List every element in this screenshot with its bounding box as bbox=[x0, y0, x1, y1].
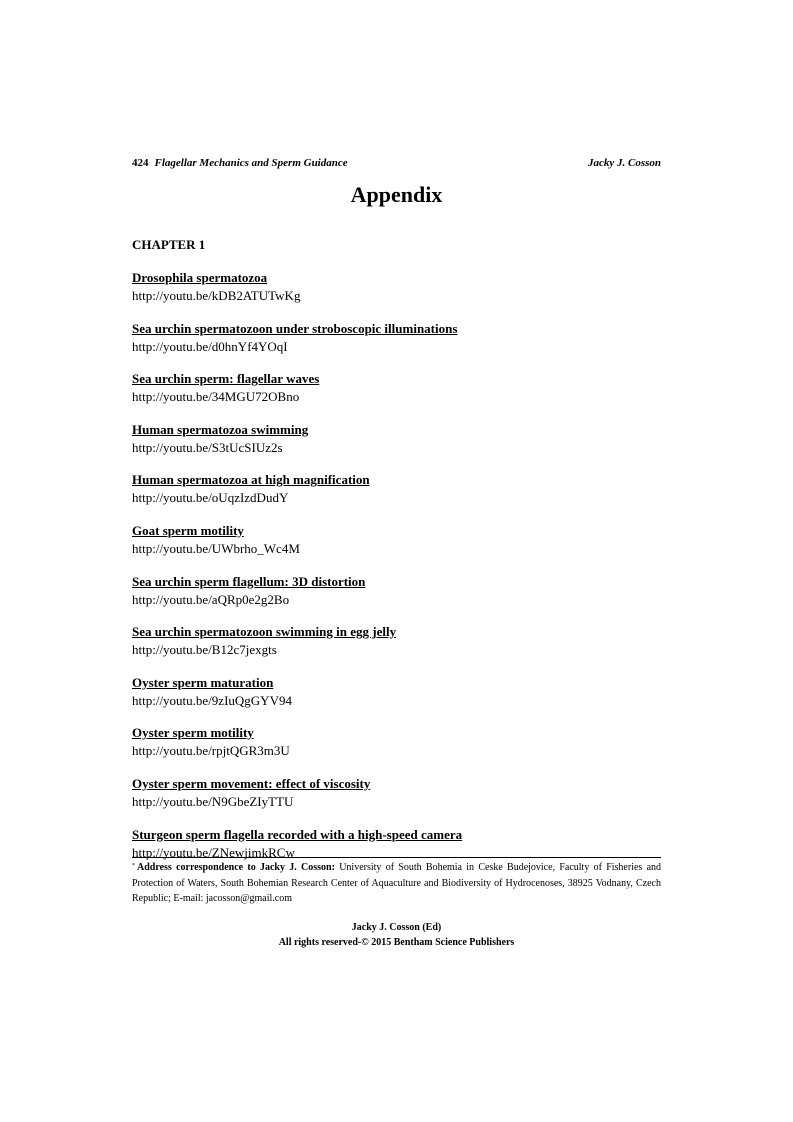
video-title: Human spermatozoa swimming bbox=[132, 421, 309, 437]
video-link[interactable]: http://youtu.be/34MGU72OBno bbox=[132, 389, 300, 405]
chapter-heading: CHAPTER 1 bbox=[132, 237, 206, 252]
footnote bbox=[132, 860, 661, 907]
footnote-divider bbox=[132, 857, 661, 858]
video-item-8 bbox=[132, 623, 661, 674]
video-title: Drosophila spermatozoa bbox=[132, 270, 268, 285]
imprint-rights: All rights reserved-© 2015 Bentham Science Publishers bbox=[278, 937, 515, 948]
imprint bbox=[132, 920, 661, 950]
page-title: Appendix bbox=[350, 182, 443, 207]
header-author: Jacky J. Cosson bbox=[587, 157, 661, 169]
header-left bbox=[132, 156, 348, 170]
video-link[interactable]: http://youtu.be/oUqzIzdDudY bbox=[132, 490, 289, 506]
footnote-marker: * bbox=[132, 863, 135, 869]
video-link[interactable]: http://youtu.be/rpjtQGR3m3U bbox=[132, 743, 290, 759]
page-number: 424 bbox=[132, 157, 149, 169]
video-item-4 bbox=[132, 421, 661, 472]
video-link[interactable]: http://youtu.be/9zIuQgGYV94 bbox=[132, 692, 292, 708]
video-title: Sea urchin sperm: flagellar waves bbox=[132, 371, 320, 387]
video-item-1 bbox=[132, 269, 661, 320]
running-header bbox=[132, 156, 661, 170]
video-item-5 bbox=[132, 471, 661, 522]
video-link[interactable]: http://youtu.be/UWbrho_Wc4M bbox=[132, 540, 300, 556]
video-title: Goat sperm motility bbox=[132, 522, 244, 538]
video-title: Sea urchin spermatozoon swimming in egg jelly bbox=[132, 624, 397, 640]
video-item-9 bbox=[132, 674, 661, 725]
video-title: Human spermatozoa at high magnification bbox=[132, 472, 370, 488]
video-item-10 bbox=[132, 724, 661, 775]
video-link[interactable]: http://youtu.be/B12c7jexgts bbox=[132, 642, 277, 658]
video-item-7 bbox=[132, 573, 661, 624]
video-item-3 bbox=[132, 370, 661, 421]
video-item-2 bbox=[132, 320, 661, 371]
imprint-editor: Jacky J. Cosson (Ed) bbox=[351, 922, 442, 933]
video-title: Sea urchin spermatozoon under stroboscopic illuminations bbox=[132, 320, 458, 336]
video-link[interactable]: http://youtu.be/N9GbeZIyTTU bbox=[132, 793, 294, 809]
video-item-11 bbox=[132, 775, 661, 826]
video-title: Sturgeon sperm flagella recorded with a high-speed camera bbox=[132, 826, 463, 842]
footnote-label: Address correspondence to Jacky J. Cosson: bbox=[137, 862, 335, 873]
video-link[interactable]: http://youtu.be/ZNewjimkRCw bbox=[132, 844, 295, 860]
video-title: Oyster sperm movement: effect of viscosity bbox=[132, 775, 371, 791]
video-link[interactable]: http://youtu.be/S3tUcSIUz2s bbox=[132, 439, 283, 455]
book-title: Flagellar Mechanics and Sperm Guidance bbox=[154, 157, 348, 169]
video-list bbox=[132, 269, 661, 876]
video-title: Oyster sperm maturation bbox=[132, 674, 274, 690]
video-item-6 bbox=[132, 522, 661, 573]
video-link[interactable]: http://youtu.be/d0hnYf4YOqI bbox=[132, 338, 288, 354]
video-link[interactable]: http://youtu.be/aQRp0e2g2Bo bbox=[132, 591, 290, 607]
video-title: Oyster sperm motility bbox=[132, 725, 254, 741]
video-title: Sea urchin sperm flagellum: 3D distortion bbox=[132, 573, 366, 589]
video-link[interactable]: http://youtu.be/kDB2ATUTwKg bbox=[132, 288, 301, 303]
footnote-text: University of South Bohemia in Ceske Budejovice, Faculty of Fisheries and Protection of Waters, South Bohemian Research Center of Aquaculture and Biodiversity of Hydrocenoses, 38925 Vodnany, Czech Republic; E-mail: jacosson@gmail.com bbox=[132, 862, 662, 904]
